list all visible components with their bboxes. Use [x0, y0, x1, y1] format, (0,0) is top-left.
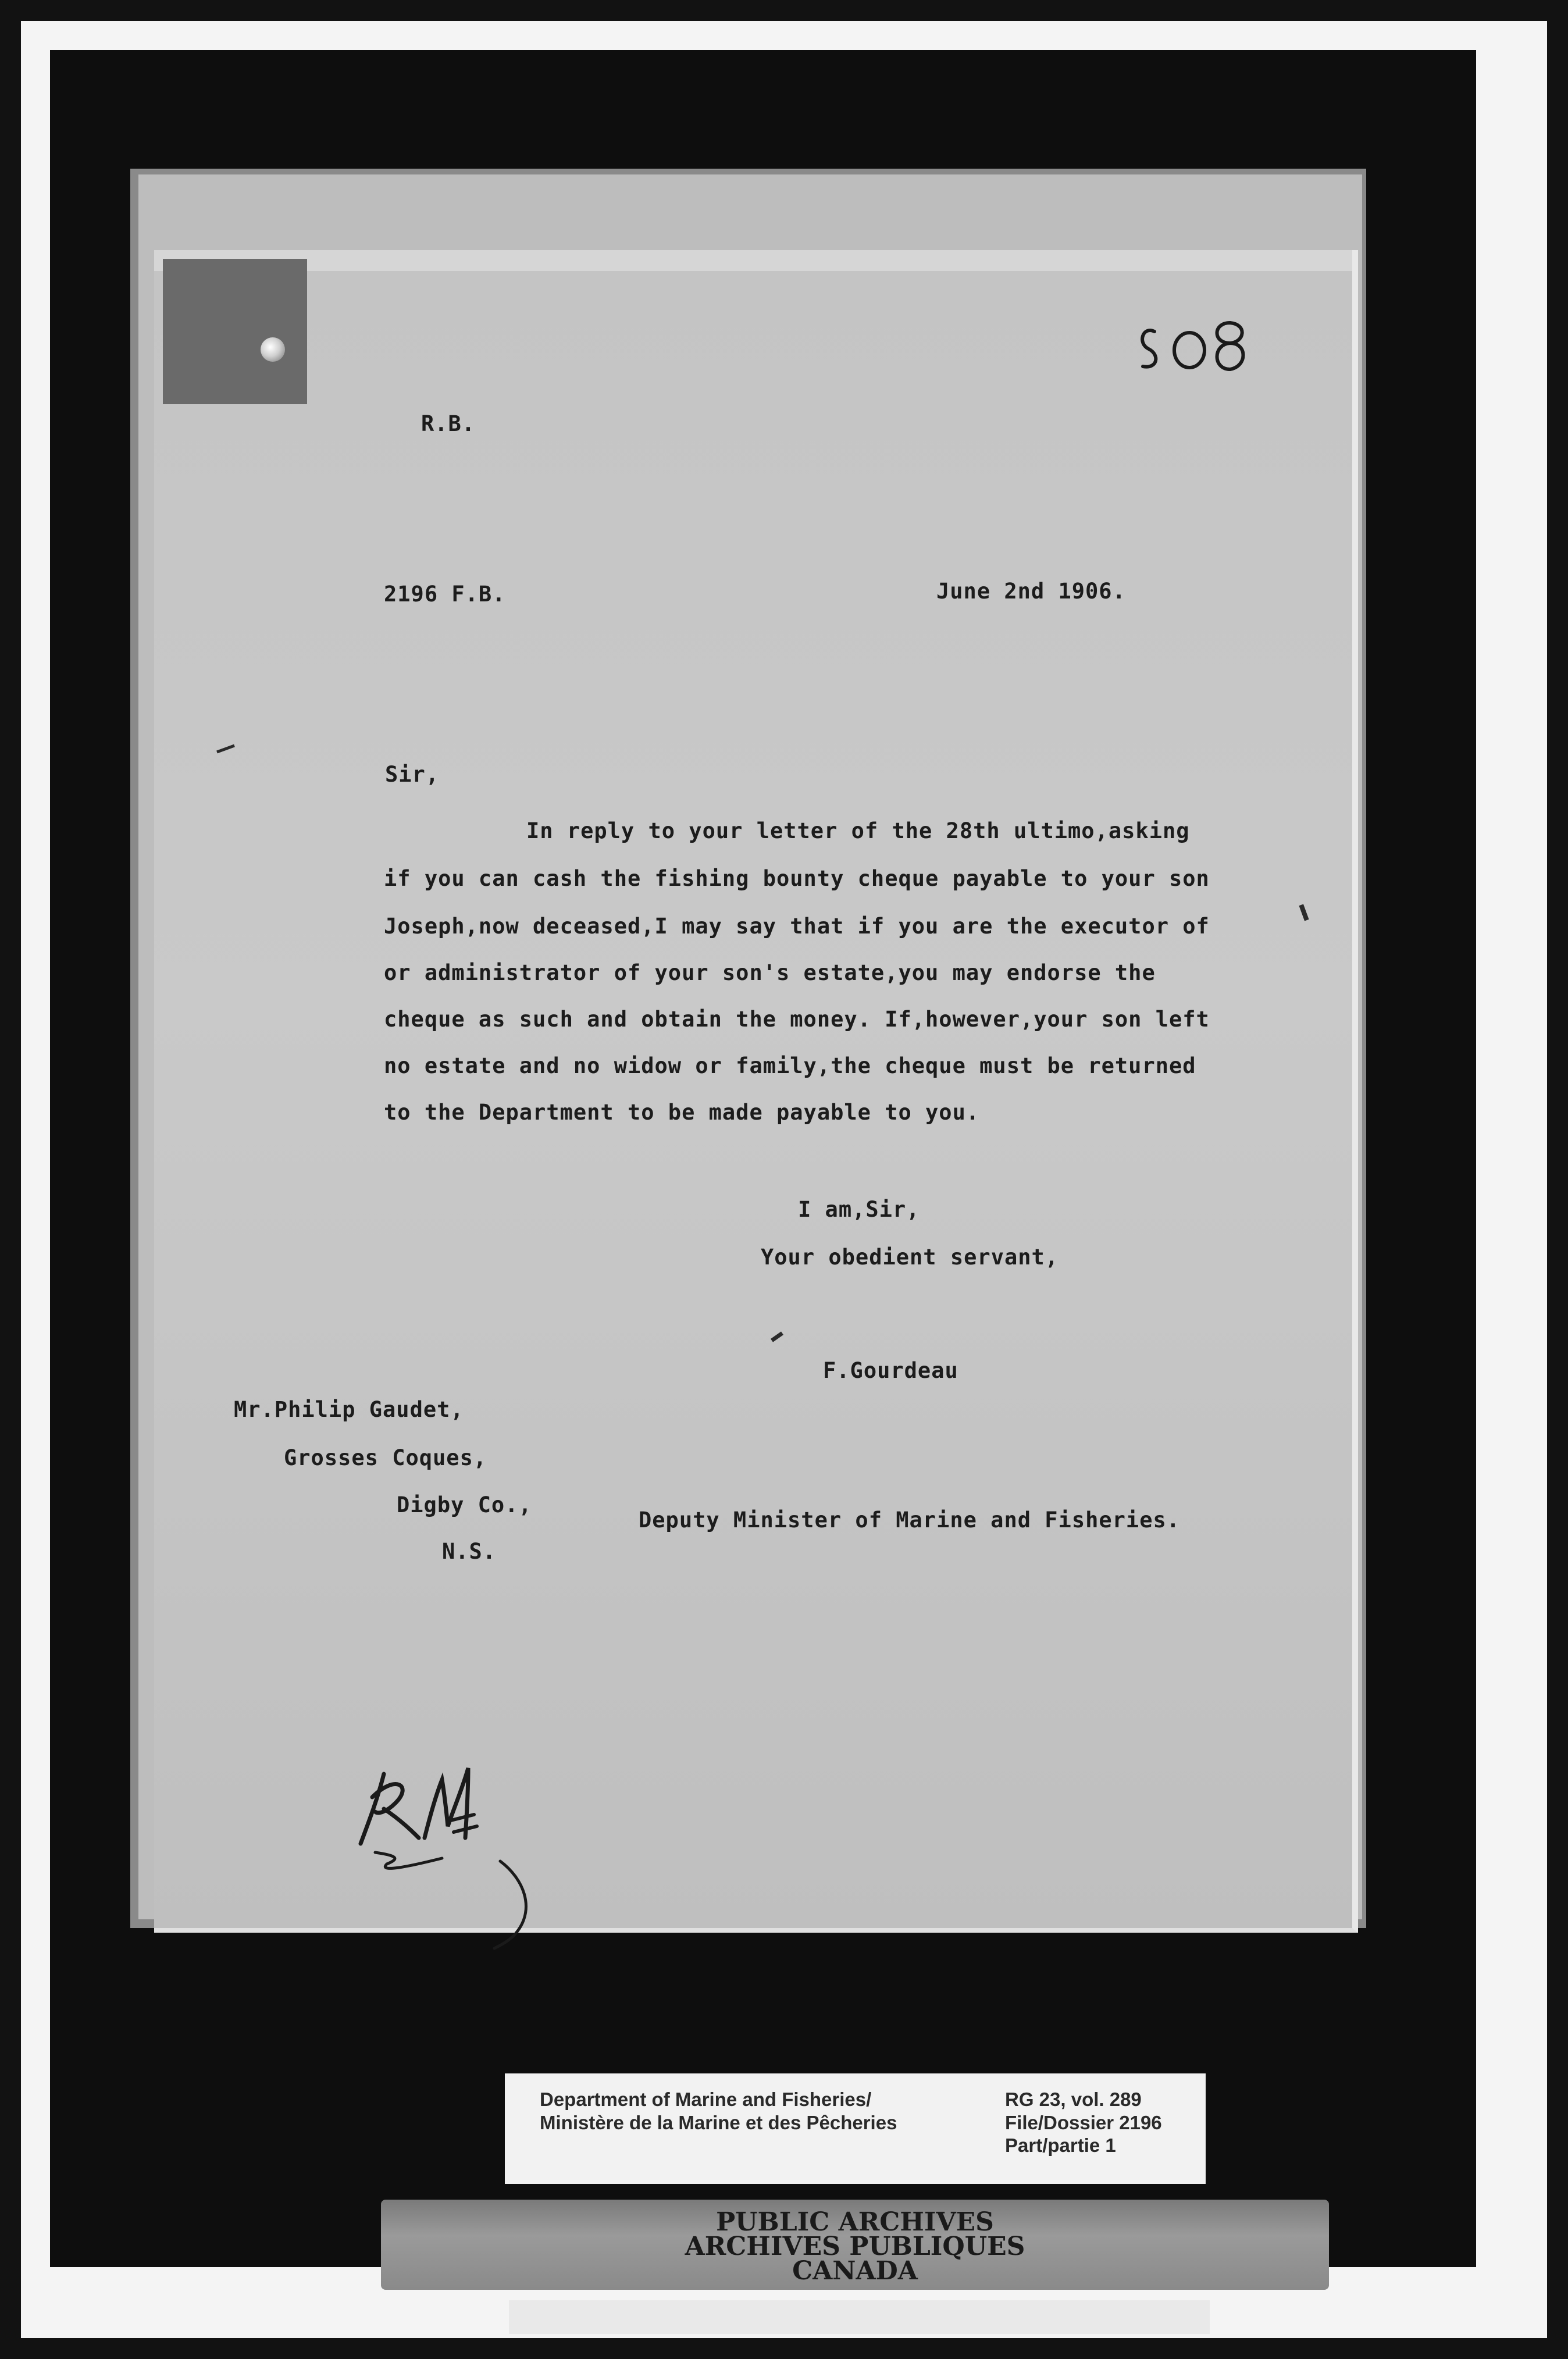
pin-icon: [261, 337, 285, 362]
record-references: [1005, 2088, 1162, 2157]
folio-number: [1131, 308, 1271, 384]
archive-reference-label: [505, 2073, 1206, 2184]
handwritten-initials-mark: [343, 1739, 576, 1972]
department-english: Department of Marine and Fisheries/: [540, 2089, 872, 2110]
stamp-line: ARCHIVES PUBLIQUES: [685, 2231, 1025, 2261]
body-line: or administrator of your son's estate,you may endorse the: [384, 960, 1156, 985]
binding-tab: [163, 259, 307, 404]
record-group: RG 23, vol. 289: [1005, 2089, 1142, 2110]
addressee-line: N.S.: [442, 1539, 497, 1564]
addressee-line: Digby Co.,: [397, 1492, 532, 1517]
closing-line: Your obedient servant,: [761, 1245, 1059, 1270]
public-archives-stamp: [381, 2200, 1329, 2290]
stamp-line: CANADA: [792, 2255, 918, 2286]
stamp-line: PUBLIC ARCHIVES: [716, 2207, 994, 2237]
file-reference: 2196 F.B.: [384, 582, 506, 607]
body-line: In reply to your letter of the 28th ultimo,asking: [526, 818, 1190, 843]
department-french: Ministère de la Marine et des Pêcheries: [540, 2111, 897, 2133]
closing-line: I am,Sir,: [798, 1197, 920, 1222]
addressee-line: Grosses Coques,: [284, 1445, 487, 1470]
bottom-label-strip: [509, 2300, 1210, 2334]
typist-initials: R.B.: [421, 411, 476, 436]
page-top-edge: [154, 250, 1352, 271]
letter-page: [154, 250, 1358, 1933]
signer-title: Deputy Minister of Marine and Fisheries.: [639, 1508, 1181, 1533]
body-line: to the Department to be made payable to you.: [384, 1100, 980, 1125]
letter-date: June 2nd 1906.: [936, 579, 1126, 604]
salutation: Sir,: [385, 762, 440, 787]
body-line: Joseph,now deceased,I may say that if you are the executor of: [384, 914, 1210, 939]
body-line: cheque as such and obtain the money. If,however,your son left: [384, 1007, 1210, 1032]
department-names: [540, 2088, 897, 2134]
body-line: if you can cash the fishing bounty cheque payable to your son: [384, 866, 1210, 891]
body-line: no estate and no widow or family,the cheque must be returned: [384, 1053, 1196, 1078]
handwritten-folio-mark: [1131, 308, 1271, 384]
stamp-text: [381, 2207, 1329, 2286]
addressee-line: Mr.Philip Gaudet,: [234, 1397, 464, 1422]
signer-name: F.Gourdeau: [823, 1358, 958, 1383]
file-number: File/Dossier 2196: [1005, 2111, 1162, 2133]
part-number: Part/partie 1: [1005, 2134, 1116, 2157]
